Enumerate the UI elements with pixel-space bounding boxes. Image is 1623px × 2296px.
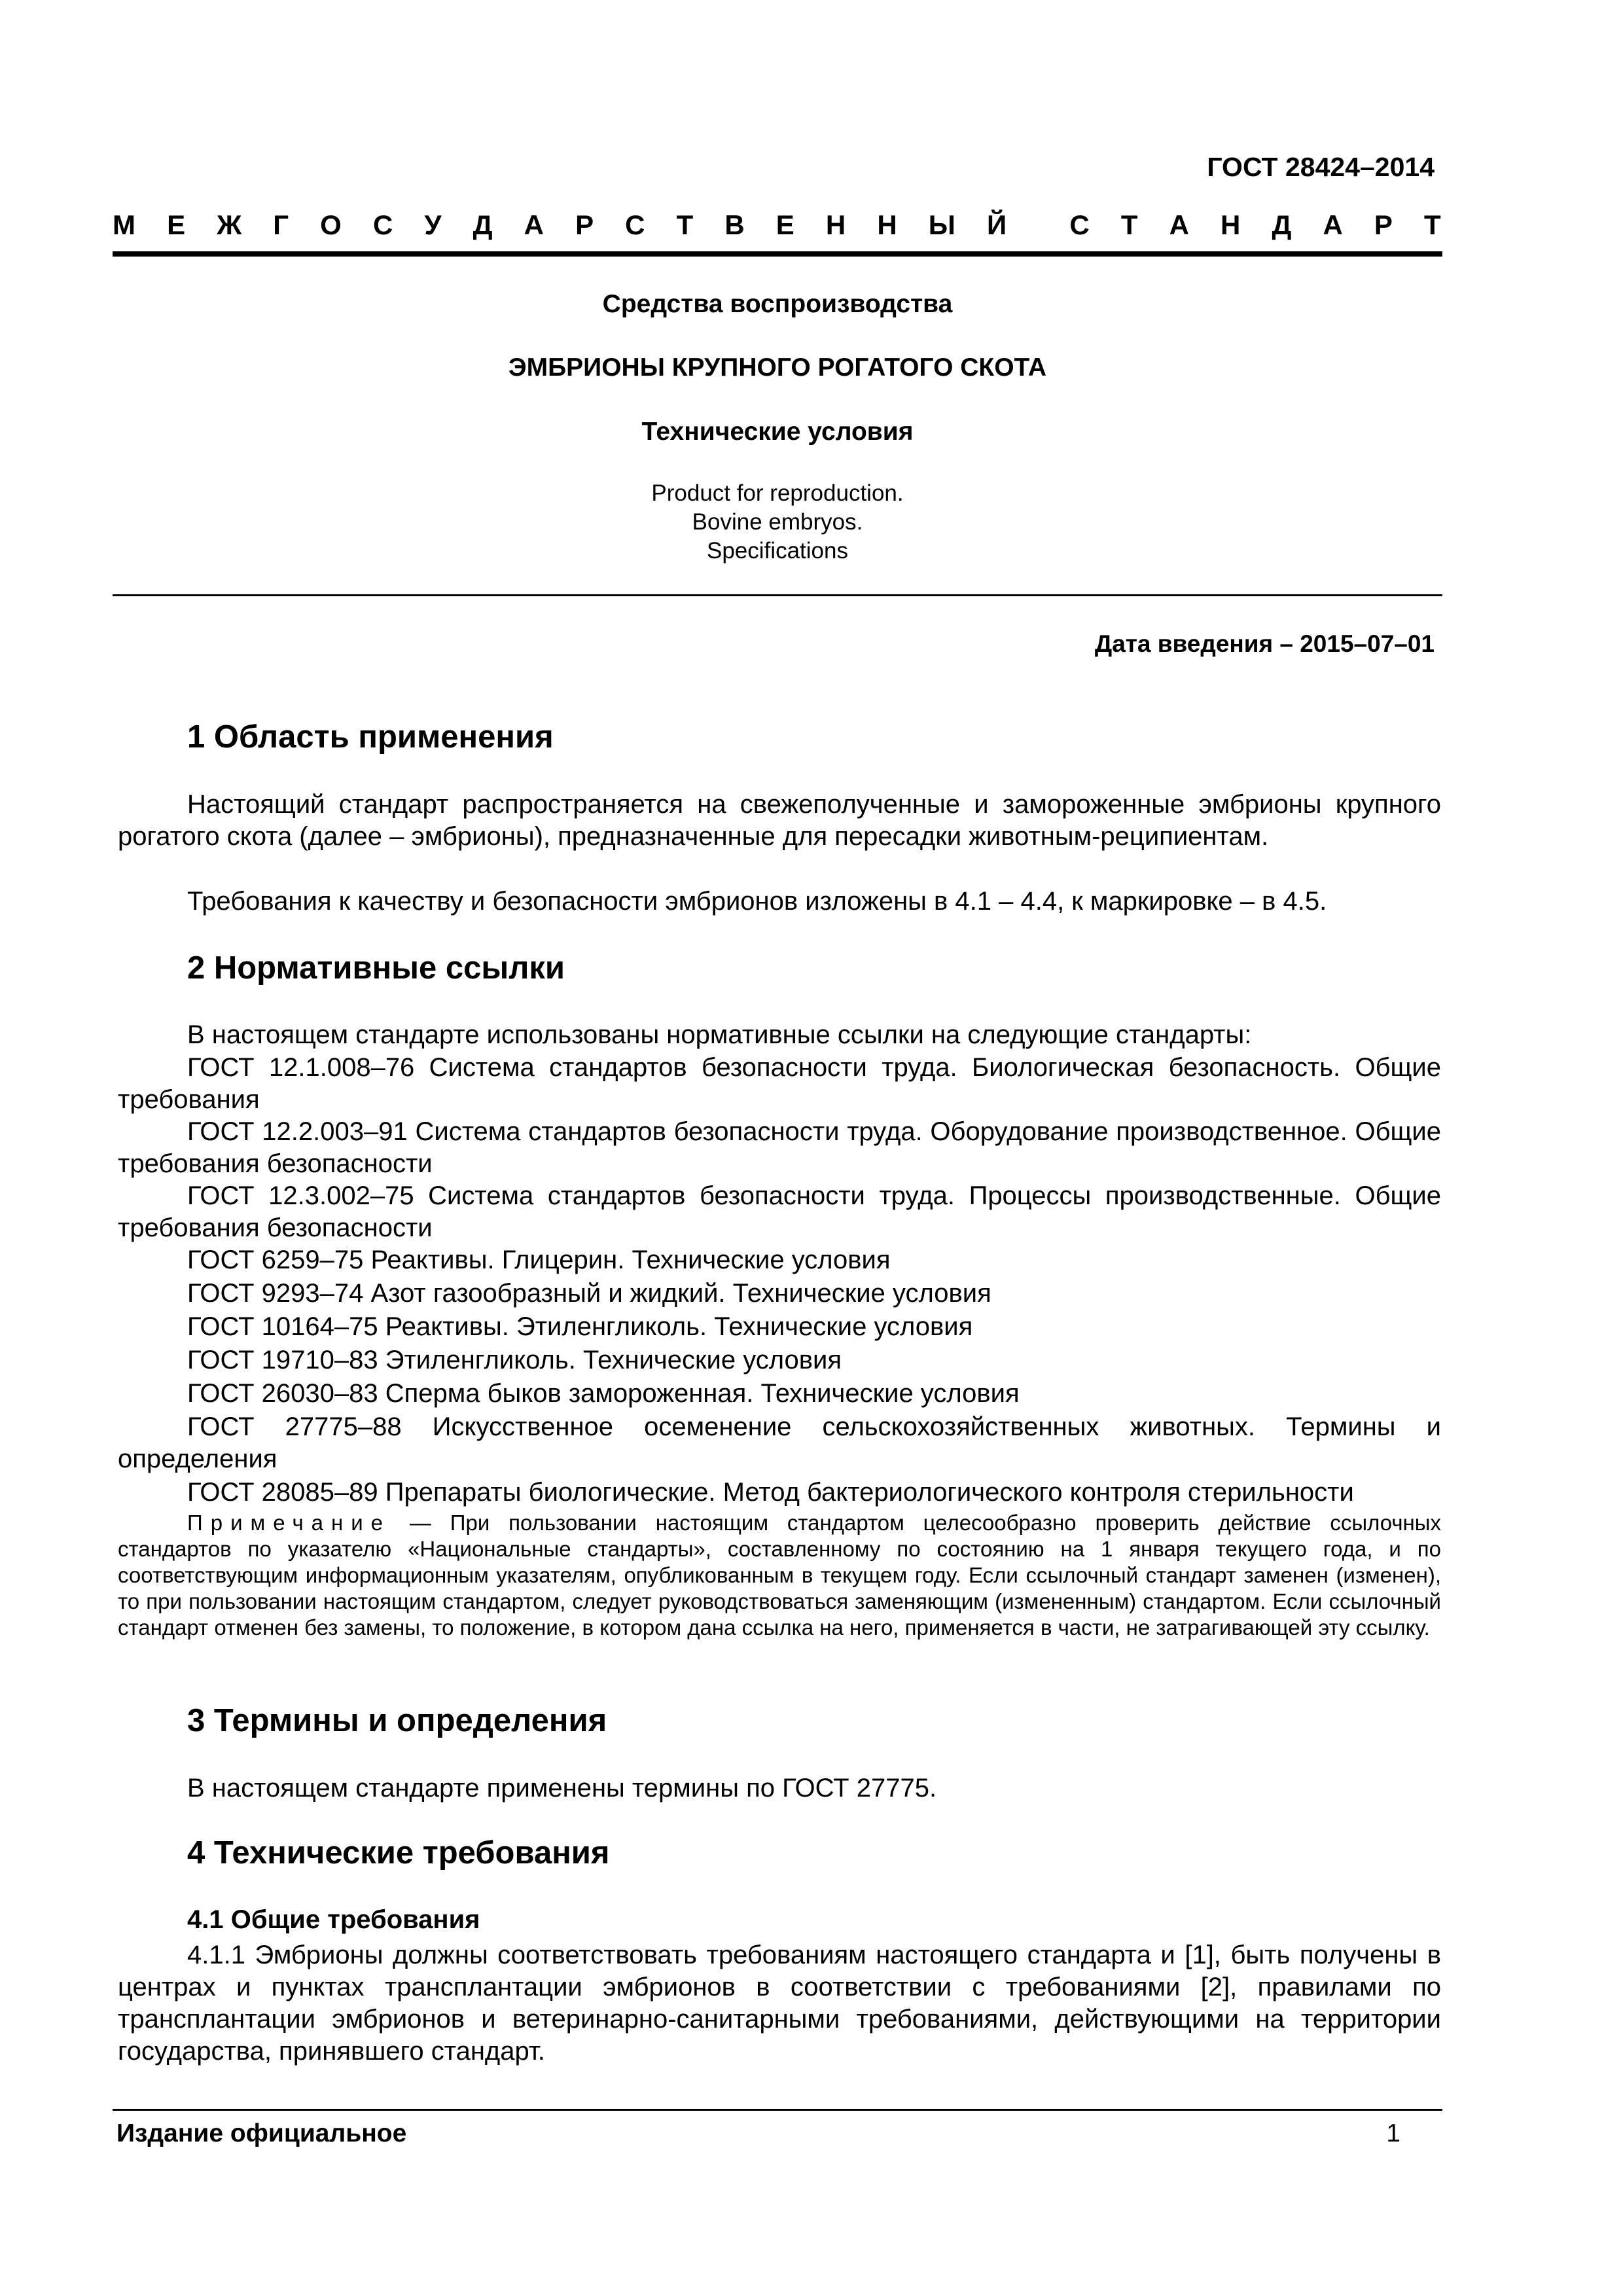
banner-letter: Т xyxy=(1424,209,1441,240)
banner-letter: О xyxy=(320,209,342,240)
section-1-paragraph: Настоящий стандарт распространяется на свежеполученные и замороженные эмбрионы крупного рогатого скота (далее – эмбрионы), предназначенные для пересадки животным-реципиентам. xyxy=(118,790,1441,851)
banner-letter: Р xyxy=(1374,209,1393,240)
banner-letter: Д xyxy=(1272,209,1292,240)
section-4-heading: 4 Технические требования xyxy=(187,1835,610,1871)
note-text: — При пользовании настоящим стандартом целесообразно проверить действие ссылочных стандартов по указателю «Национальные стандарты», составленному по состоянию на 1 января текущего года, и по соответствующим информационным указателям, опубликованным в текущем году. Если ссылочный стандарт заменен (изменен), то при пользовании настоящим стандартом, следует руководствоваться заменяющим (измененным) стандартом. Если ссылочный стандарт отменен без замены, то положение, в котором дана ссылка на него, применяется в части, не затрагивающей эту ссылку. xyxy=(118,1511,1441,1640)
banner-letter: Р xyxy=(575,209,594,240)
reference-item: ГОСТ 12.1.008–76 Система стандартов безопасности труда. Биологическая безопасность. Общие требования xyxy=(118,1053,1441,1114)
banner-letter: Н xyxy=(1221,209,1241,240)
reference-item: ГОСТ 19710–83 Этиленгликоль. Технические условия xyxy=(187,1346,842,1374)
banner-letter: Е xyxy=(167,209,186,240)
banner-letter: Д xyxy=(473,209,493,240)
banner-letter: У xyxy=(424,209,442,240)
banner-letter: С xyxy=(1069,209,1090,240)
section-2-heading: 2 Нормативные ссылки xyxy=(187,950,565,986)
section-1-heading: 1 Область применения xyxy=(187,719,554,755)
standard-number: ГОСТ 28424–2014 xyxy=(1207,152,1435,182)
banner-letter: В xyxy=(724,209,745,240)
banner-letter: Н xyxy=(877,209,897,240)
section-2-intro: В настоящем стандарте использованы нормативные ссылки на следующие стандарты: xyxy=(187,1020,1252,1049)
reference-item: ГОСТ 26030–83 Сперма быков замороженная. Технические условия xyxy=(187,1379,1020,1408)
reference-item: ГОСТ 10164–75 Реактивы. Этиленгликоль. Технические условия xyxy=(187,1312,973,1341)
introduction-date: Дата введения – 2015–07–01 xyxy=(1094,630,1435,657)
title-english-line: Specifications xyxy=(707,538,848,564)
section-3-paragraph: В настоящем стандарте применены термины по ГОСТ 27775. xyxy=(187,1774,937,1803)
reference-item: ГОСТ 12.3.002–75 Система стандартов безопасности труда. Процессы производственные. Общие требования безопасности xyxy=(118,1181,1441,1242)
banner-letter: С xyxy=(372,209,393,240)
reference-item: ГОСТ 28085–89 Препараты биологические. Метод бактериологического контроля стерильности xyxy=(187,1478,1354,1507)
note-lead: Примечание xyxy=(187,1511,391,1535)
banner-letter: А xyxy=(1323,209,1343,240)
title-domain: Средства воспроизводства xyxy=(602,290,953,318)
banner-letter: А xyxy=(1169,209,1189,240)
header-rule-thick xyxy=(113,251,1442,257)
banner-letter: С xyxy=(625,209,645,240)
banner-letter: Т xyxy=(1120,209,1138,240)
banner-letter: А xyxy=(524,209,544,240)
banner-letter: Г xyxy=(273,209,289,240)
interstate-standard-banner xyxy=(113,209,1441,241)
title-object: ЭМБРИОНЫ КРУПНОГО РОГАТОГО СКОТА xyxy=(508,353,1047,382)
reference-item: ГОСТ 9293–74 Азот газообразный и жидкий. Технические условия xyxy=(187,1279,991,1308)
section-3-heading: 3 Термины и определения xyxy=(187,1703,607,1738)
section-1-paragraph: Требования к качеству и безопасности эмбрионов изложены в 4.1 – 4.4, к маркировке – в 4.5. xyxy=(187,887,1327,916)
title-spec: Технические условия xyxy=(641,418,914,446)
section-4-paragraph: 4.1.1 Эмбрионы должны соответствовать требованиям настоящего стандарта и [1], быть получены в центрах и пунктах трансплантации эмбрионов в соответствии с требованиями [2], правилами по трансплантации эмбрионов и ветеринарно-санитарными требованиями, действующими на территории государства, принявшего стандарт. xyxy=(118,1941,1441,2066)
title-english xyxy=(113,479,1442,565)
page-number: 1 xyxy=(1386,2119,1400,2147)
banner-letter: Ж xyxy=(217,209,242,240)
banner-letter: Ы xyxy=(928,209,955,240)
subsection-4-1-heading: 4.1 Общие требования xyxy=(187,1905,480,1934)
edition-label: Издание официальное xyxy=(116,2119,407,2147)
banner-letter: Й xyxy=(987,209,1007,240)
reference-item: ГОСТ 27775–88 Искусственное осеменение сельскохозяйственных животных. Термины и определения xyxy=(118,1412,1441,1473)
banner-letter: Н xyxy=(825,209,846,240)
references-note xyxy=(118,1510,1441,1641)
reference-item: ГОСТ 12.2.003–91 Система стандартов безопасности труда. Оборудование производственное. Общие требования безопасности xyxy=(118,1117,1441,1178)
reference-item: ГОСТ 6259–75 Реактивы. Глицерин. Технические условия xyxy=(187,1246,891,1274)
title-english-line: Product for reproduction. xyxy=(651,480,904,506)
title-rule xyxy=(113,594,1442,596)
title-english-line: Bovine embryos. xyxy=(692,509,863,535)
footer-rule xyxy=(113,2109,1442,2111)
banner-letter: М xyxy=(113,209,135,240)
banner-letter: Т xyxy=(676,209,694,240)
banner-letter: Е xyxy=(776,209,794,240)
